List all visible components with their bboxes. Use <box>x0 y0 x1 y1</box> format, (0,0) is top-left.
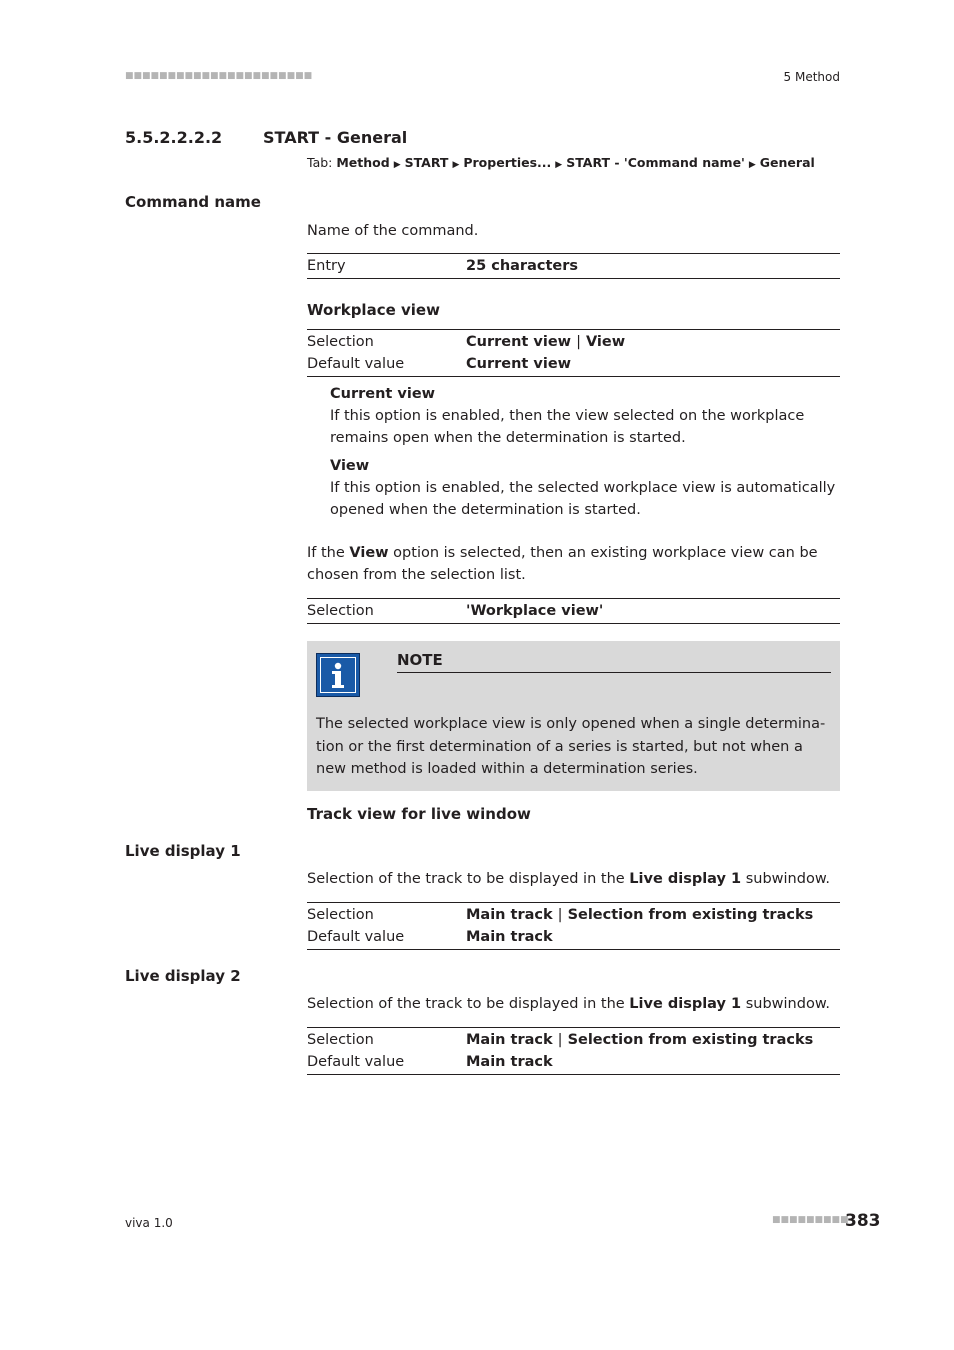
arrow-right-icon: ▶ <box>452 160 460 170</box>
option-view: View <box>585 334 626 350</box>
note-text: The selected workplace view is only opened when a single determina-tion or the first determination of a series is started, but not when a new method is loaded within a determination series. <box>316 716 826 777</box>
table-value <box>466 331 625 353</box>
table-key: Default value <box>307 929 405 945</box>
desc-text: subwindow. <box>741 996 830 1012</box>
desc-bold: Live display 1 <box>629 996 742 1012</box>
desc-bold: Live display 1 <box>629 871 742 887</box>
option-main-track: Main track <box>466 907 553 923</box>
workplace-view-selection-table <box>307 598 840 624</box>
page-number: 383 <box>845 1211 881 1231</box>
table-row <box>307 331 840 353</box>
option-title: Current view <box>330 386 436 402</box>
table-value <box>466 1029 813 1051</box>
info-icon <box>316 653 360 697</box>
command-name-table <box>307 253 840 279</box>
para-text: If the <box>307 545 350 561</box>
option-description <box>330 383 840 449</box>
workplace-view-heading: Workplace view <box>307 301 440 319</box>
live-display-1-label: Live display 1 <box>125 842 241 860</box>
tab-path-item: START - 'Command name' <box>566 155 745 170</box>
arrow-right-icon: ▶ <box>393 160 401 170</box>
table-row <box>307 255 840 277</box>
option-text: If this option is enabled, the selected workplace view is automatically opened when the determination is started. <box>330 480 836 518</box>
separator: | <box>576 334 581 350</box>
table-value: 25 characters <box>466 258 579 274</box>
option-existing-tracks: Selection from existing tracks <box>567 1032 814 1048</box>
track-view-heading: Track view for live window <box>307 805 531 823</box>
option-title: View <box>330 458 370 474</box>
table-value: Current view <box>466 356 572 372</box>
chapter-label: 5 Method <box>783 70 840 84</box>
table-key: Selection <box>307 334 374 350</box>
table-value: 'Workplace view' <box>466 603 604 619</box>
option-text: If this option is enabled, then the view selected on the workplace remains open when the determination is started. <box>330 408 805 446</box>
table-row <box>307 353 840 375</box>
option-existing-tracks: Selection from existing tracks <box>567 907 814 923</box>
separator: | <box>557 1032 563 1048</box>
section-number: 5.5.2.2.2.2 <box>125 128 223 147</box>
desc-text: Selection of the track to be displayed in the <box>307 871 630 887</box>
desc-text: Selection of the track to be displayed in the <box>307 996 630 1012</box>
note-heading: NOTE <box>397 651 831 673</box>
table-row <box>307 600 840 622</box>
table-key: Selection <box>307 603 374 619</box>
arrow-right-icon: ▶ <box>555 160 563 170</box>
option-main-track: Main track <box>466 1032 553 1048</box>
workplace-view-paragraph <box>307 542 840 586</box>
tab-path-item: General <box>759 155 815 170</box>
tab-path-item: Method <box>336 155 390 170</box>
live-display-2-description <box>307 993 840 1015</box>
section-title: START - General <box>263 128 408 147</box>
table-value: Main track <box>466 1054 553 1070</box>
live-display-2-table <box>307 1027 840 1075</box>
table-key: Entry <box>307 258 346 274</box>
live-display-2-label: Live display 2 <box>125 967 241 985</box>
table-key: Selection <box>307 1032 374 1048</box>
para-bold: View <box>349 545 389 561</box>
option-description <box>330 455 840 521</box>
tab-path <box>307 155 815 170</box>
table-value <box>466 904 813 926</box>
table-row <box>307 1029 840 1051</box>
separator: | <box>557 907 563 923</box>
command-name-label: Command name <box>125 193 261 211</box>
table-value: Main track <box>466 929 553 945</box>
product-version: viva 1.0 <box>125 1216 173 1230</box>
table-row <box>307 1051 840 1073</box>
para-text: option is selected, then an existing workplace view can be chosen from the selection list. <box>307 545 818 583</box>
live-display-1-table <box>307 902 840 950</box>
live-display-1-description <box>307 868 840 890</box>
table-key: Selection <box>307 907 374 923</box>
table-row <box>307 926 840 948</box>
tab-path-item: START <box>404 155 449 170</box>
option-current-view: Current view <box>466 334 572 350</box>
tab-path-prefix: Tab: <box>307 155 333 170</box>
footer-decoration: ■■■■■■■■■ <box>772 1215 849 1225</box>
table-key: Default value <box>307 356 405 372</box>
command-name-description: Name of the command. <box>307 223 479 239</box>
table-row <box>307 904 840 926</box>
table-key: Default value <box>307 1054 405 1070</box>
desc-text: subwindow. <box>741 871 830 887</box>
note-box <box>307 641 840 791</box>
workplace-view-table <box>307 329 840 377</box>
arrow-right-icon: ▶ <box>748 160 756 170</box>
tab-path-item: Properties... <box>463 155 552 170</box>
header-decoration: ■■■■■■■■■■■■■■■■■■■■■■ <box>125 71 313 81</box>
